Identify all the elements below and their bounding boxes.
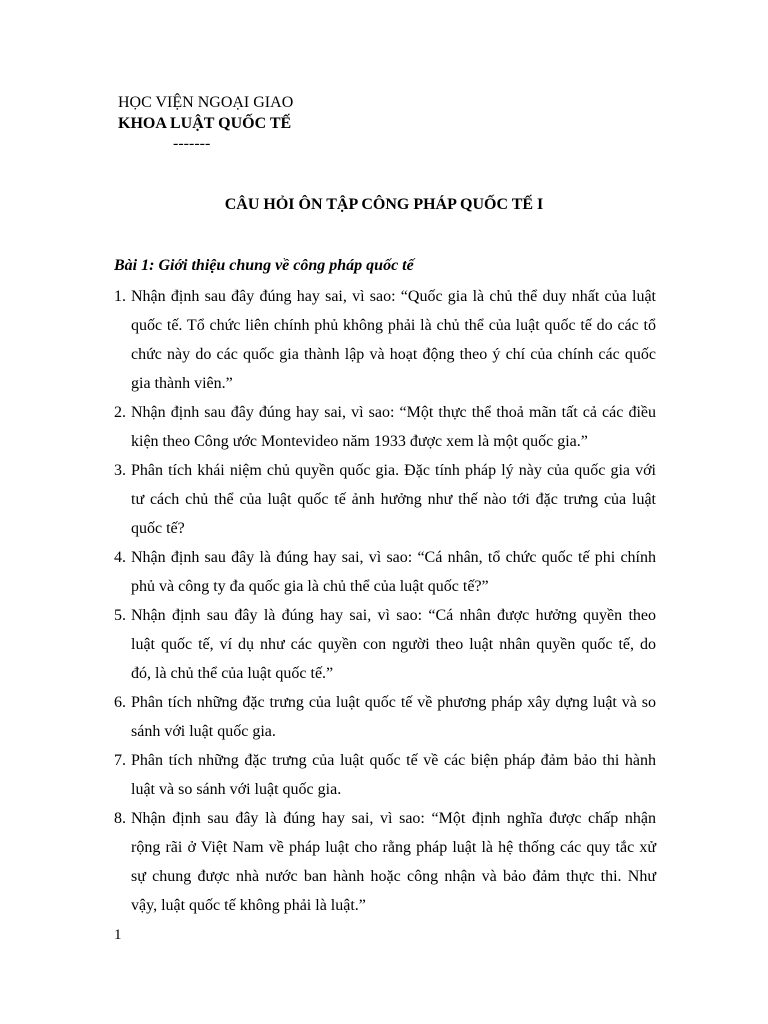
question-text-line: Nhận định sau đây đúng hay sai, vì sao: “Một thực thể thoả mãn tất cả các điều (131, 404, 656, 421)
question-text (131, 601, 656, 688)
question-text-line: quốc tế? (131, 520, 185, 537)
question-text-line: luật quốc tế, ví dụ như các quyền con người theo luật nhân quyền quốc tế, do (131, 636, 656, 653)
question-text (131, 688, 656, 746)
question-number: 2. (114, 404, 126, 421)
question-text-line: chức này do các quốc gia thành lập và hoạt động theo ý chí của chính các quốc (131, 346, 656, 363)
question-item (0, 543, 768, 601)
question-text (131, 282, 656, 398)
question-text-line: phủ và công ty đa quốc gia là chủ thể của luật quốc tế?” (131, 578, 489, 595)
question-text-line: vậy, luật quốc tế không phải là luật.” (131, 897, 366, 914)
question-number: 6. (114, 694, 126, 711)
question-item (0, 804, 768, 920)
question-text (131, 456, 656, 543)
question-text-line: Phân tích khái niệm chủ quyền quốc gia. Đặc tính pháp lý này của quốc gia với (131, 462, 656, 479)
question-text-line: Nhận định sau đây là đúng hay sai, vì sao: “Cá nhân được hưởng quyền theo (131, 607, 656, 624)
question-number: 4. (114, 549, 126, 566)
section-heading: Bài 1: Giới thiệu chung về công pháp quốc tế (114, 257, 414, 274)
question-text (131, 804, 656, 920)
question-item (0, 456, 768, 543)
question-text-line: sánh với luật quốc gia. (131, 723, 276, 740)
question-number: 1. (114, 288, 126, 305)
question-text-line: gia thành viên.” (131, 375, 233, 392)
question-text (131, 398, 656, 456)
document-title: CÂU HỎI ÔN TẬP CÔNG PHÁP QUỐC TẾ I (224, 196, 544, 213)
question-item (0, 282, 768, 398)
question-text (131, 543, 656, 601)
question-item (0, 688, 768, 746)
question-text-line: Nhận định sau đây là đúng hay sai, vì sao: “Cá nhân, tổ chức quốc tế phi chính (131, 549, 656, 566)
question-text-line: Phân tích những đặc trưng của luật quốc tế về phương pháp xây dựng luật và so (131, 694, 656, 711)
question-text-line: Nhận định sau đây đúng hay sai, vì sao: “Quốc gia là chủ thể duy nhất của luật (131, 288, 656, 305)
question-item (0, 398, 768, 456)
question-text-line: Nhận định sau đây là đúng hay sai, vì sao: “Một định nghĩa được chấp nhận (131, 810, 656, 827)
question-text-line: kiện theo Công ước Montevideo năm 1933 được xem là một quốc gia.” (131, 433, 588, 450)
question-text-line: quốc tế. Tổ chức liên chính phủ không phải là chủ thể của luật quốc tế do các tổ (131, 317, 656, 334)
question-number: 5. (114, 607, 126, 624)
question-number: 8. (114, 810, 126, 827)
question-item (0, 746, 768, 804)
faculty-name: KHOA LUẬT QUỐC TẾ (118, 115, 292, 132)
question-text-line: Phân tích những đặc trưng của luật quốc tế về các biện pháp đảm bảo thi hành (131, 752, 656, 769)
question-text (131, 746, 656, 804)
question-list (0, 282, 768, 920)
question-text-line: sự chung được nhà nước ban hành hoặc công nhận và bảo đảm thực thi. Như (131, 868, 656, 885)
question-text-line: tư cách chủ thể của luật quốc tế ảnh hưởng như thế nào tới đặc trưng của luật (131, 491, 656, 508)
question-text-line: đó, là chủ thể của luật quốc tế.” (131, 665, 334, 682)
institution-name: HỌC VIỆN NGOẠI GIAO (118, 94, 294, 111)
question-text-line: rộng rãi ở Việt Nam về pháp luật cho rằng pháp luật là hệ thống các quy tắc xử (131, 839, 656, 856)
question-item (0, 601, 768, 688)
question-text-line: luật và so sánh với luật quốc gia. (131, 781, 342, 798)
question-number: 3. (114, 462, 126, 479)
question-number: 7. (114, 752, 126, 769)
page-number: 1 (114, 927, 122, 943)
header-divider: ------- (173, 135, 211, 152)
